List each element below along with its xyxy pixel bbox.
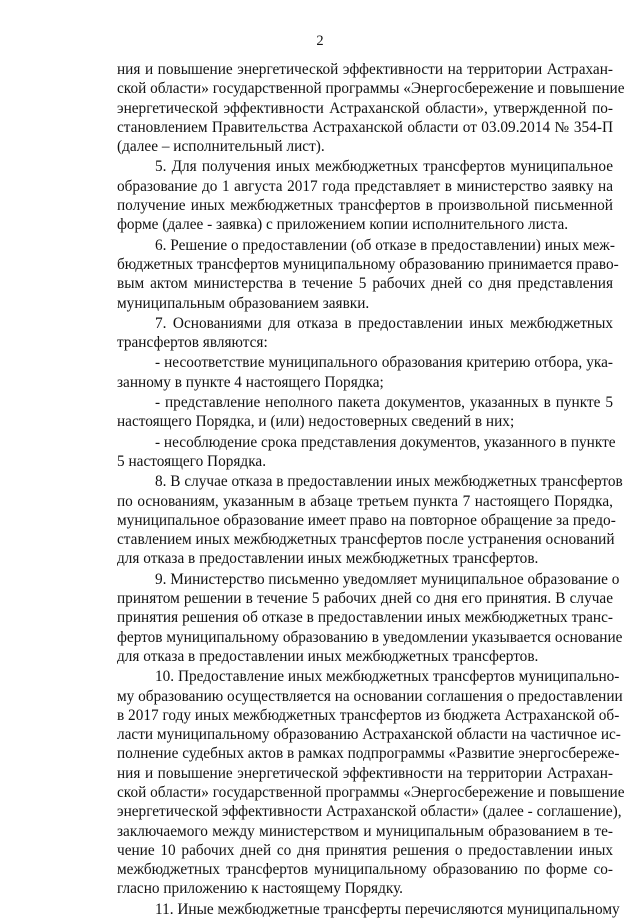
text-line: ласти муниципальному образованию Астраханской области на частичное ис-: [117, 726, 621, 744]
text-line: 8. В случае отказа в предоставлении иных межбюджетных трансфертов: [155, 473, 623, 491]
text-line: фертов муниципальному образованию в уведомлении указывается основание: [117, 628, 623, 646]
text-line: по основаниям, указанным в абзаце третьем пункта 7 настоящего Порядка,: [117, 492, 613, 510]
text-line: 10. Предоставление иных межбюджетных трансфертов муниципально-: [155, 668, 620, 686]
text-line: 11. Иные межбюджетные трансферты перечисляются муниципальному: [155, 900, 620, 918]
text-line: ской области» государственной программы «Энергосбережение и повышение: [117, 783, 625, 801]
text-line: 7. Основаниями для отказа в предоставлении иных межбюджетных: [155, 314, 613, 332]
text-line: для отказа в предоставлении иных межбюджетных трансфертов.: [117, 647, 539, 665]
text-line: принятия решения об отказе в предоставлении иных межбюджетных транс-: [117, 609, 613, 627]
text-line: занному в пункте 4 настоящего Порядка;: [117, 373, 384, 391]
text-line: трансфертов являются:: [117, 334, 268, 352]
text-line: ставлением иных межбюджетных трансфертов после устранения оснований: [117, 531, 615, 549]
text-line: принятом решении в течение 5 рабочих дней со дня его принятия. В случае: [117, 590, 613, 608]
text-line: ния и повышение энергетической эффективности на территории Астрахан-: [117, 61, 613, 78]
text-line: образование до 1 августа 2017 года представляет в министерство заявку на: [117, 177, 613, 195]
text-line: межбюджетных трансфертов муниципальному образованию по форме со-: [117, 861, 613, 879]
text-line: энергетической эффективности Астраханской области», утвержденной по-: [117, 99, 613, 117]
text-line: 5. Для получения иных межбюджетных трансфертов муниципальное: [155, 158, 613, 176]
text-line: получение иных межбюджетных трансфертов в произвольной письменной: [117, 197, 613, 215]
text-line: гласно приложению к настоящему Порядку.: [117, 880, 404, 898]
page-number: 2: [316, 33, 324, 49]
text-line: в 2017 году иных межбюджетных трансфертов из бюджета Астраханской об-: [117, 706, 620, 724]
text-line: ния и повышение энергетической эффективности на территории Астрахан-: [117, 764, 613, 782]
text-line: становлением Правительства Астраханской области от 03.09.2014 № 354-П: [117, 118, 613, 136]
text-line: настоящего Порядка, и (или) недостоверных сведений в них;: [117, 413, 515, 431]
text-line: бюджетных трансфертов муниципальному образованию принимается право-: [117, 255, 619, 273]
text-line: ской области» государственной программы «Энергосбережение и повышение: [117, 80, 625, 98]
text-line: му образованию осуществляется на основании соглашения о предоставлении: [117, 687, 623, 705]
text-line: заключаемого между министерством и муниципальным образованием в те-: [117, 822, 613, 840]
text-line: (далее – исполнительный лист).: [117, 138, 325, 156]
text-line: 9. Министерство письменно уведомляет муниципальное образование о: [155, 570, 620, 588]
text-line: чение 10 рабочих дней со дня принятия решения о предоставлении иных: [117, 841, 613, 859]
text-line: полнение судебных актов в рамках подпрограммы «Развитие энергосбереже-: [117, 745, 620, 763]
body-text: [117, 60, 625, 919]
text-line: - представление неполного пакета документов, указанных в пункте 5: [155, 394, 613, 412]
text-line: - несоответствие муниципального образования критерию отбора, ука-: [155, 354, 613, 372]
text-line: муниципальным образованием заявки.: [117, 294, 370, 312]
text-line: энергетической эффективности Астраханской области» (далее - соглашение),: [117, 803, 622, 821]
text-line: муниципальное образование имеет право на повторное обращение за предо-: [117, 511, 616, 529]
text-line: вым актом министерства в течение 5 рабочих дней со дня представления: [117, 275, 613, 293]
text-line: 6. Решение о предоставлении (об отказе в предоставлении) иных меж-: [155, 236, 615, 254]
text-line: для отказа в предоставлении иных межбюджетных трансфертов.: [117, 550, 539, 568]
text-line: - несоблюдение срока представления документов, указанного в пункте: [155, 433, 616, 451]
text-line: форме (далее - заявка) с приложением копии исполнительного листа.: [117, 216, 569, 234]
text-line: 5 настоящего Порядка.: [117, 452, 267, 470]
